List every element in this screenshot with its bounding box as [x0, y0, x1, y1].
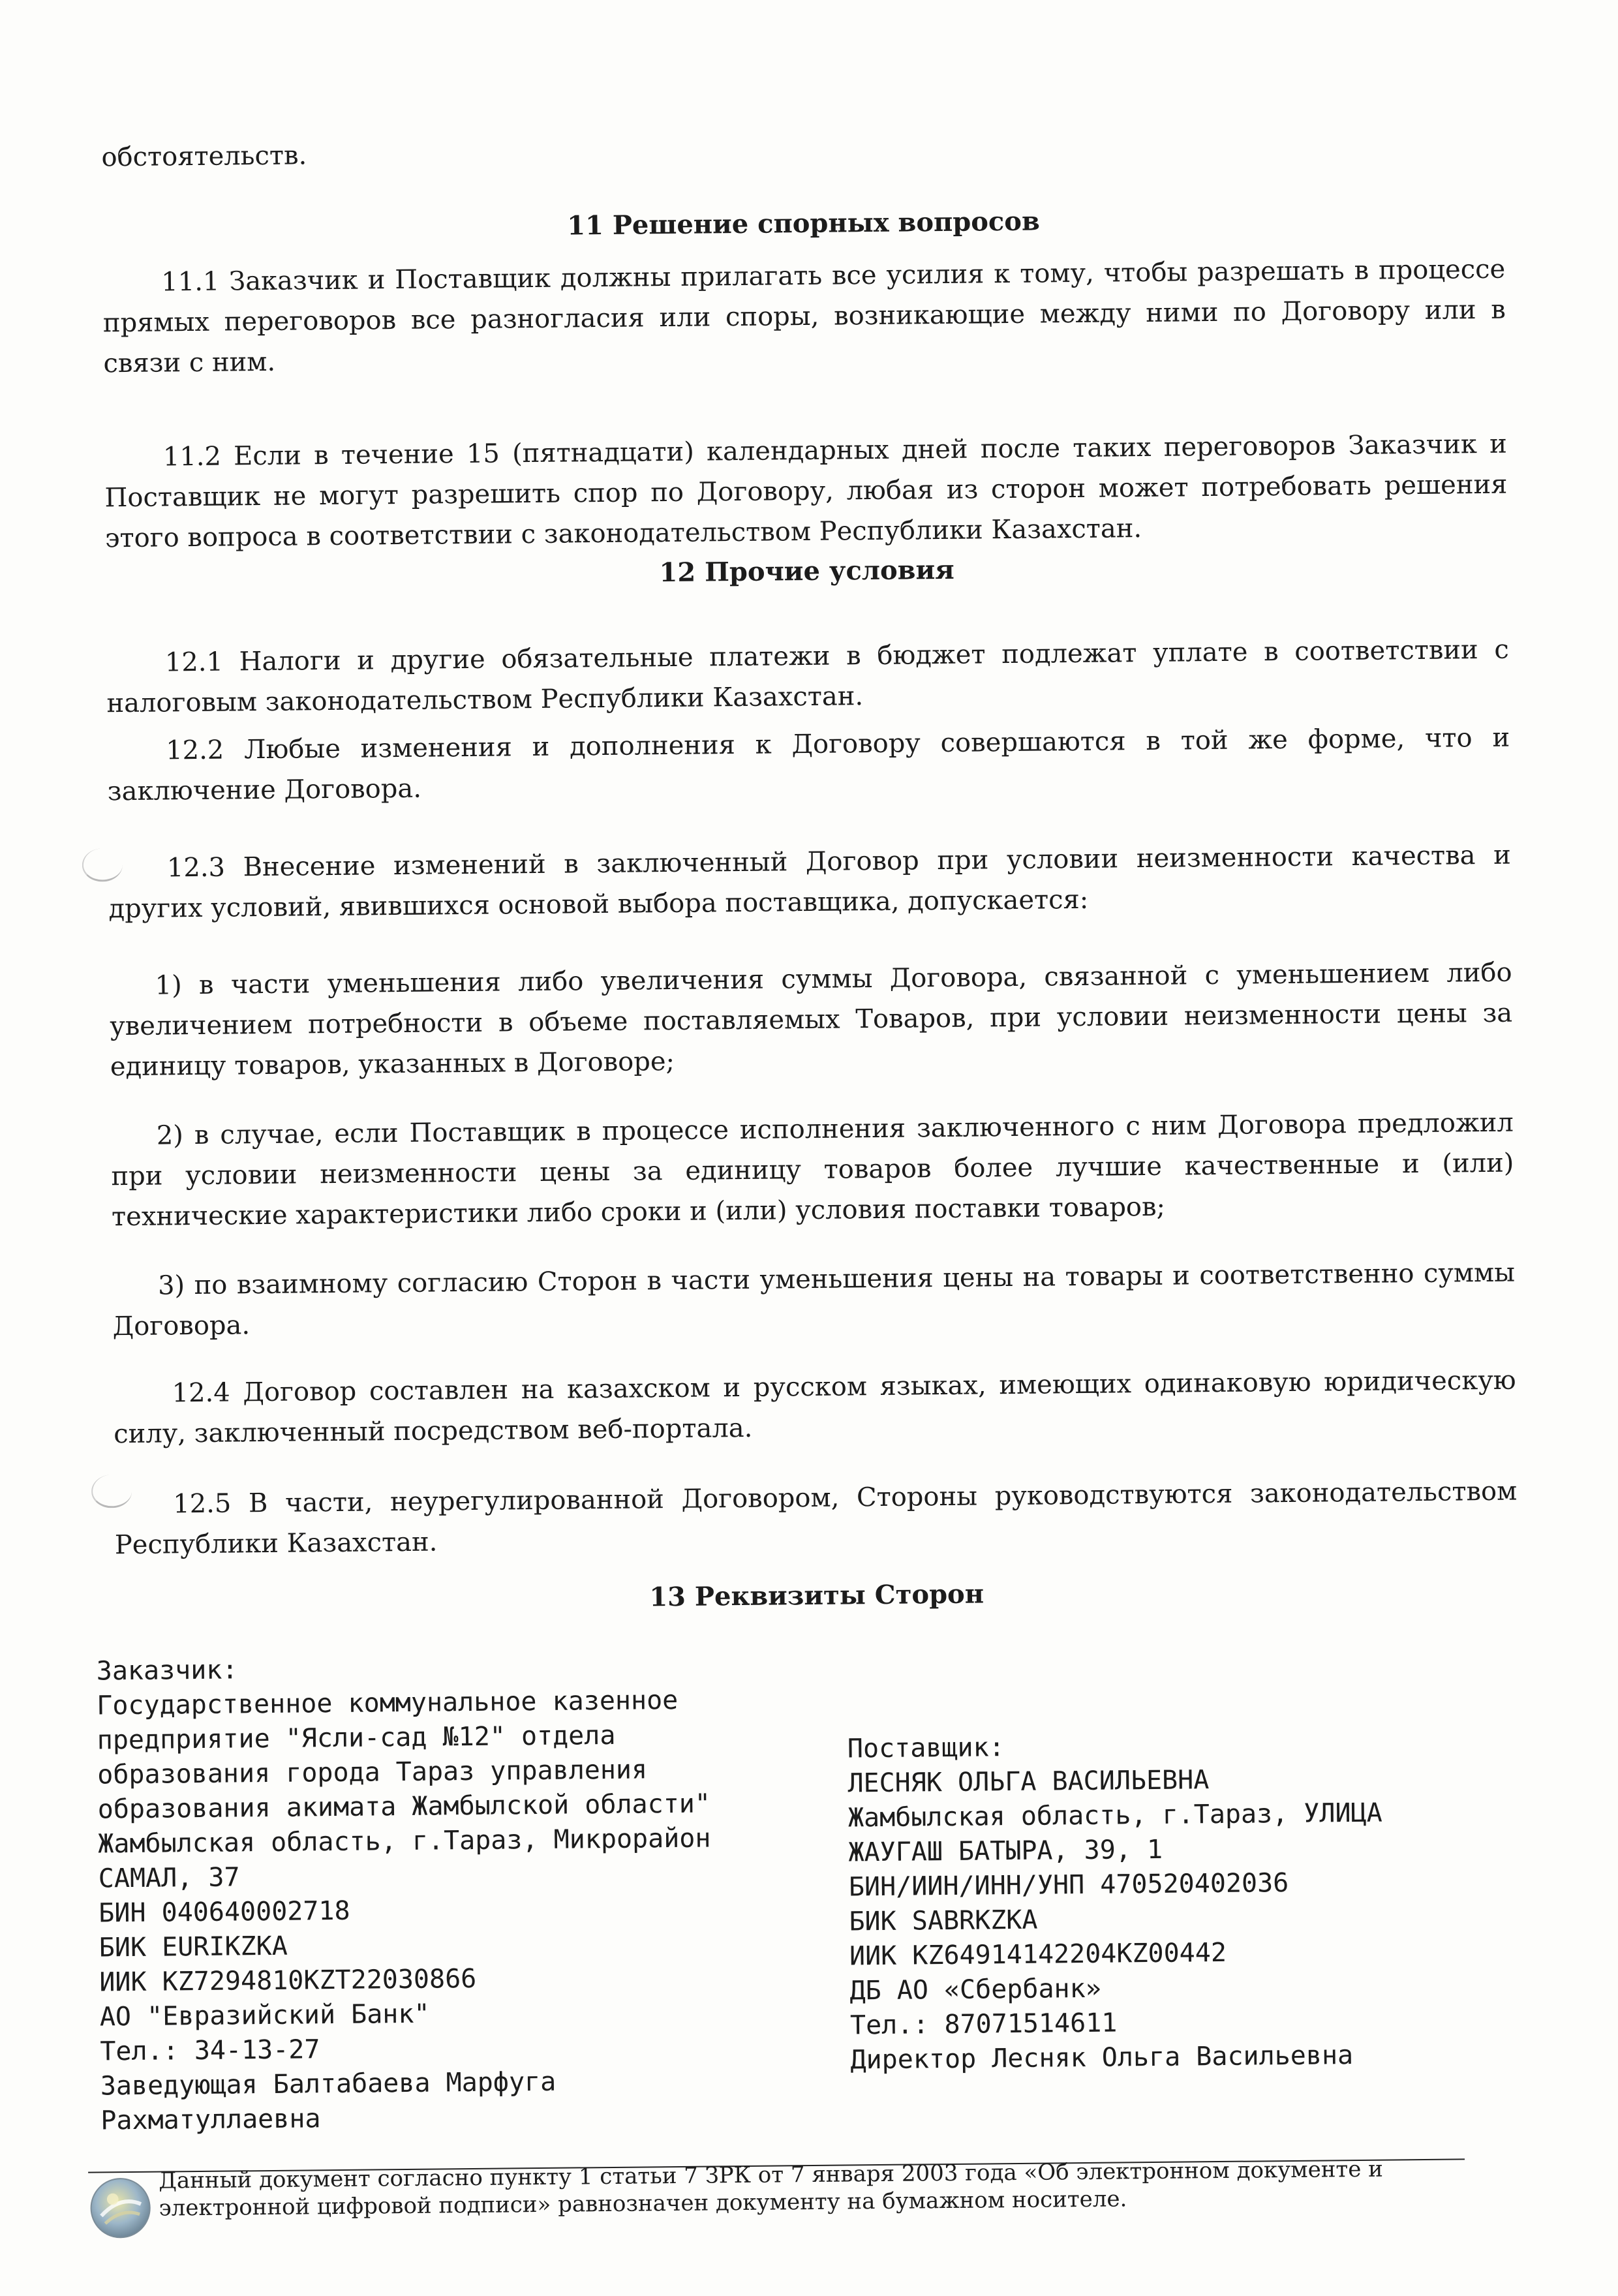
list-item-12-3-2: 2) в случае, если Поставщик в процессе исполнения заключенного с ним Договора предложил при условии неизменности цены за единицу товаров более лучшие качественные и (или) технические характеристики либо сроки и (или) условия поставки товаров;	[111, 1107, 1514, 1232]
clause-12-3: 12.3 Внесение изменений в заключенный Договор при условии неизменности качества и других условий, явившихся основой выбора поставщика, допускается:	[108, 840, 1512, 925]
supplier-line: БИК SABRKZKA	[849, 1905, 1038, 1937]
clause-11-2: 11.2 Если в течение 15 (пятнадцати) календарных дней после таких переговоров Заказчик и Поставщик не могут разрешить спор по Договору, любая из сторон может потребовать решения этого вопроса в соответствии с законодательством Республики Казахстан.	[104, 429, 1508, 554]
customer-line: Заказчик:	[96, 1655, 238, 1687]
customer-line: образования акимата Жамбылской области"	[97, 1788, 711, 1825]
customer-line: предприятие "Ясли-сад №12" отдела	[97, 1720, 616, 1756]
supplier-line: Жамбылская область, г.Тараз, УЛИЦА	[847, 1798, 1382, 1833]
customer-line: Государственное коммунальное казенное	[97, 1685, 679, 1721]
supplier-line: ЛЕСНЯК ОЛЬГА ВАСИЛЬЕВНА	[847, 1765, 1210, 1799]
supplier-line: ИИК KZ64914142204KZ00442	[849, 1937, 1227, 1972]
customer-line: Рахматуллаевна	[100, 2104, 321, 2136]
clause-12-5: 12.5 В части, неурегулированной Договором, Стороны руководствуются законодательством Республики Казахстан.	[114, 1476, 1518, 1561]
supplier-line: Директор Лесняк Ольга Васильевна	[850, 2040, 1354, 2075]
customer-line: БИК EURIKZKA	[99, 1931, 288, 1963]
list-item-12-3-3: 3) по взаимному согласию Сторон в части уменьшения цены на товары и соответственно суммы Договора.	[112, 1257, 1516, 1342]
clause-12-1: 12.1 Налоги и другие обязательные платежи в бюджет подлежат уплате в соответствии с налоговым законодательством Республики Казахстан.	[106, 634, 1510, 719]
supplier-line: Поставщик:	[847, 1732, 1005, 1764]
supplier-line: ЖАУГАШ БАТЫРА, 39, 1	[848, 1834, 1163, 1868]
list-item-12-3-1: 1) в части уменьшения либо увеличения суммы Договора, связанной с уменьшением либо увеличением потребности в объеме поставляемых Товаров, при условии неизменности цены за единицу товаров, указанных в Договоре;	[110, 957, 1513, 1082]
customer-line: Тел.: 34-13-27	[100, 2034, 320, 2067]
customer-line: АО "Евразийский Банк"	[99, 1998, 430, 2032]
supplier-details	[847, 1726, 1503, 2078]
customer-line: образования города Тараз управления	[97, 1754, 648, 1790]
section-12-title: 12 Прочие условия	[659, 554, 954, 589]
customer-line: Жамбылская область, г.Тараз, Микрорайон	[98, 1823, 711, 1860]
section-11-title: 11 Решение спорных вопросов	[567, 206, 1040, 241]
customer-details	[96, 1648, 753, 2139]
clause-11-1: 11.1 Заказчик и Поставщик должны прилагать все усилия к тому, чтобы разрешать в процессе прямых переговоров все разногласия или споры, возникающие между ними по Договору или в связи с ним.	[102, 254, 1506, 379]
customer-line: Заведующая Балтабаева Марфуга	[100, 2066, 557, 2102]
clause-12-2: 12.2 Любые изменения и дополнения к Договору совершаются в той же форме, что и заключение Договора.	[107, 722, 1510, 807]
clause-12-4: 12.4 Договор составлен на казахском и русском языках, имеющих одинаковую юридическую силу, заключенный посредством веб-портала.	[114, 1365, 1516, 1450]
supplier-line: БИН/ИИН/ИНН/УНП 470520402036	[848, 1867, 1289, 1903]
lead-text: обстоятельств.	[101, 140, 307, 173]
customer-line: ИИК KZ7294810KZT22030866	[99, 1963, 477, 1998]
section-13-title: 13 Реквизиты Сторон	[649, 1578, 985, 1613]
footer-legal-note: Данный документ согласно пункту 1 статьи 7 ЗРК от 7 января 2003 года «Об электронном документе и электронной цифровой подписи» равнозначен документу на бумажном носителе.	[159, 2156, 1384, 2222]
customer-line: САМАЛ, 37	[98, 1862, 240, 1894]
supplier-line: Тел.: 87071514611	[849, 2008, 1118, 2041]
customer-line: БИН 040640002718	[99, 1895, 350, 1929]
supplier-line: ДБ АО «Сбербанк»	[849, 1973, 1102, 2006]
egov-seal-icon	[88, 2176, 153, 2241]
